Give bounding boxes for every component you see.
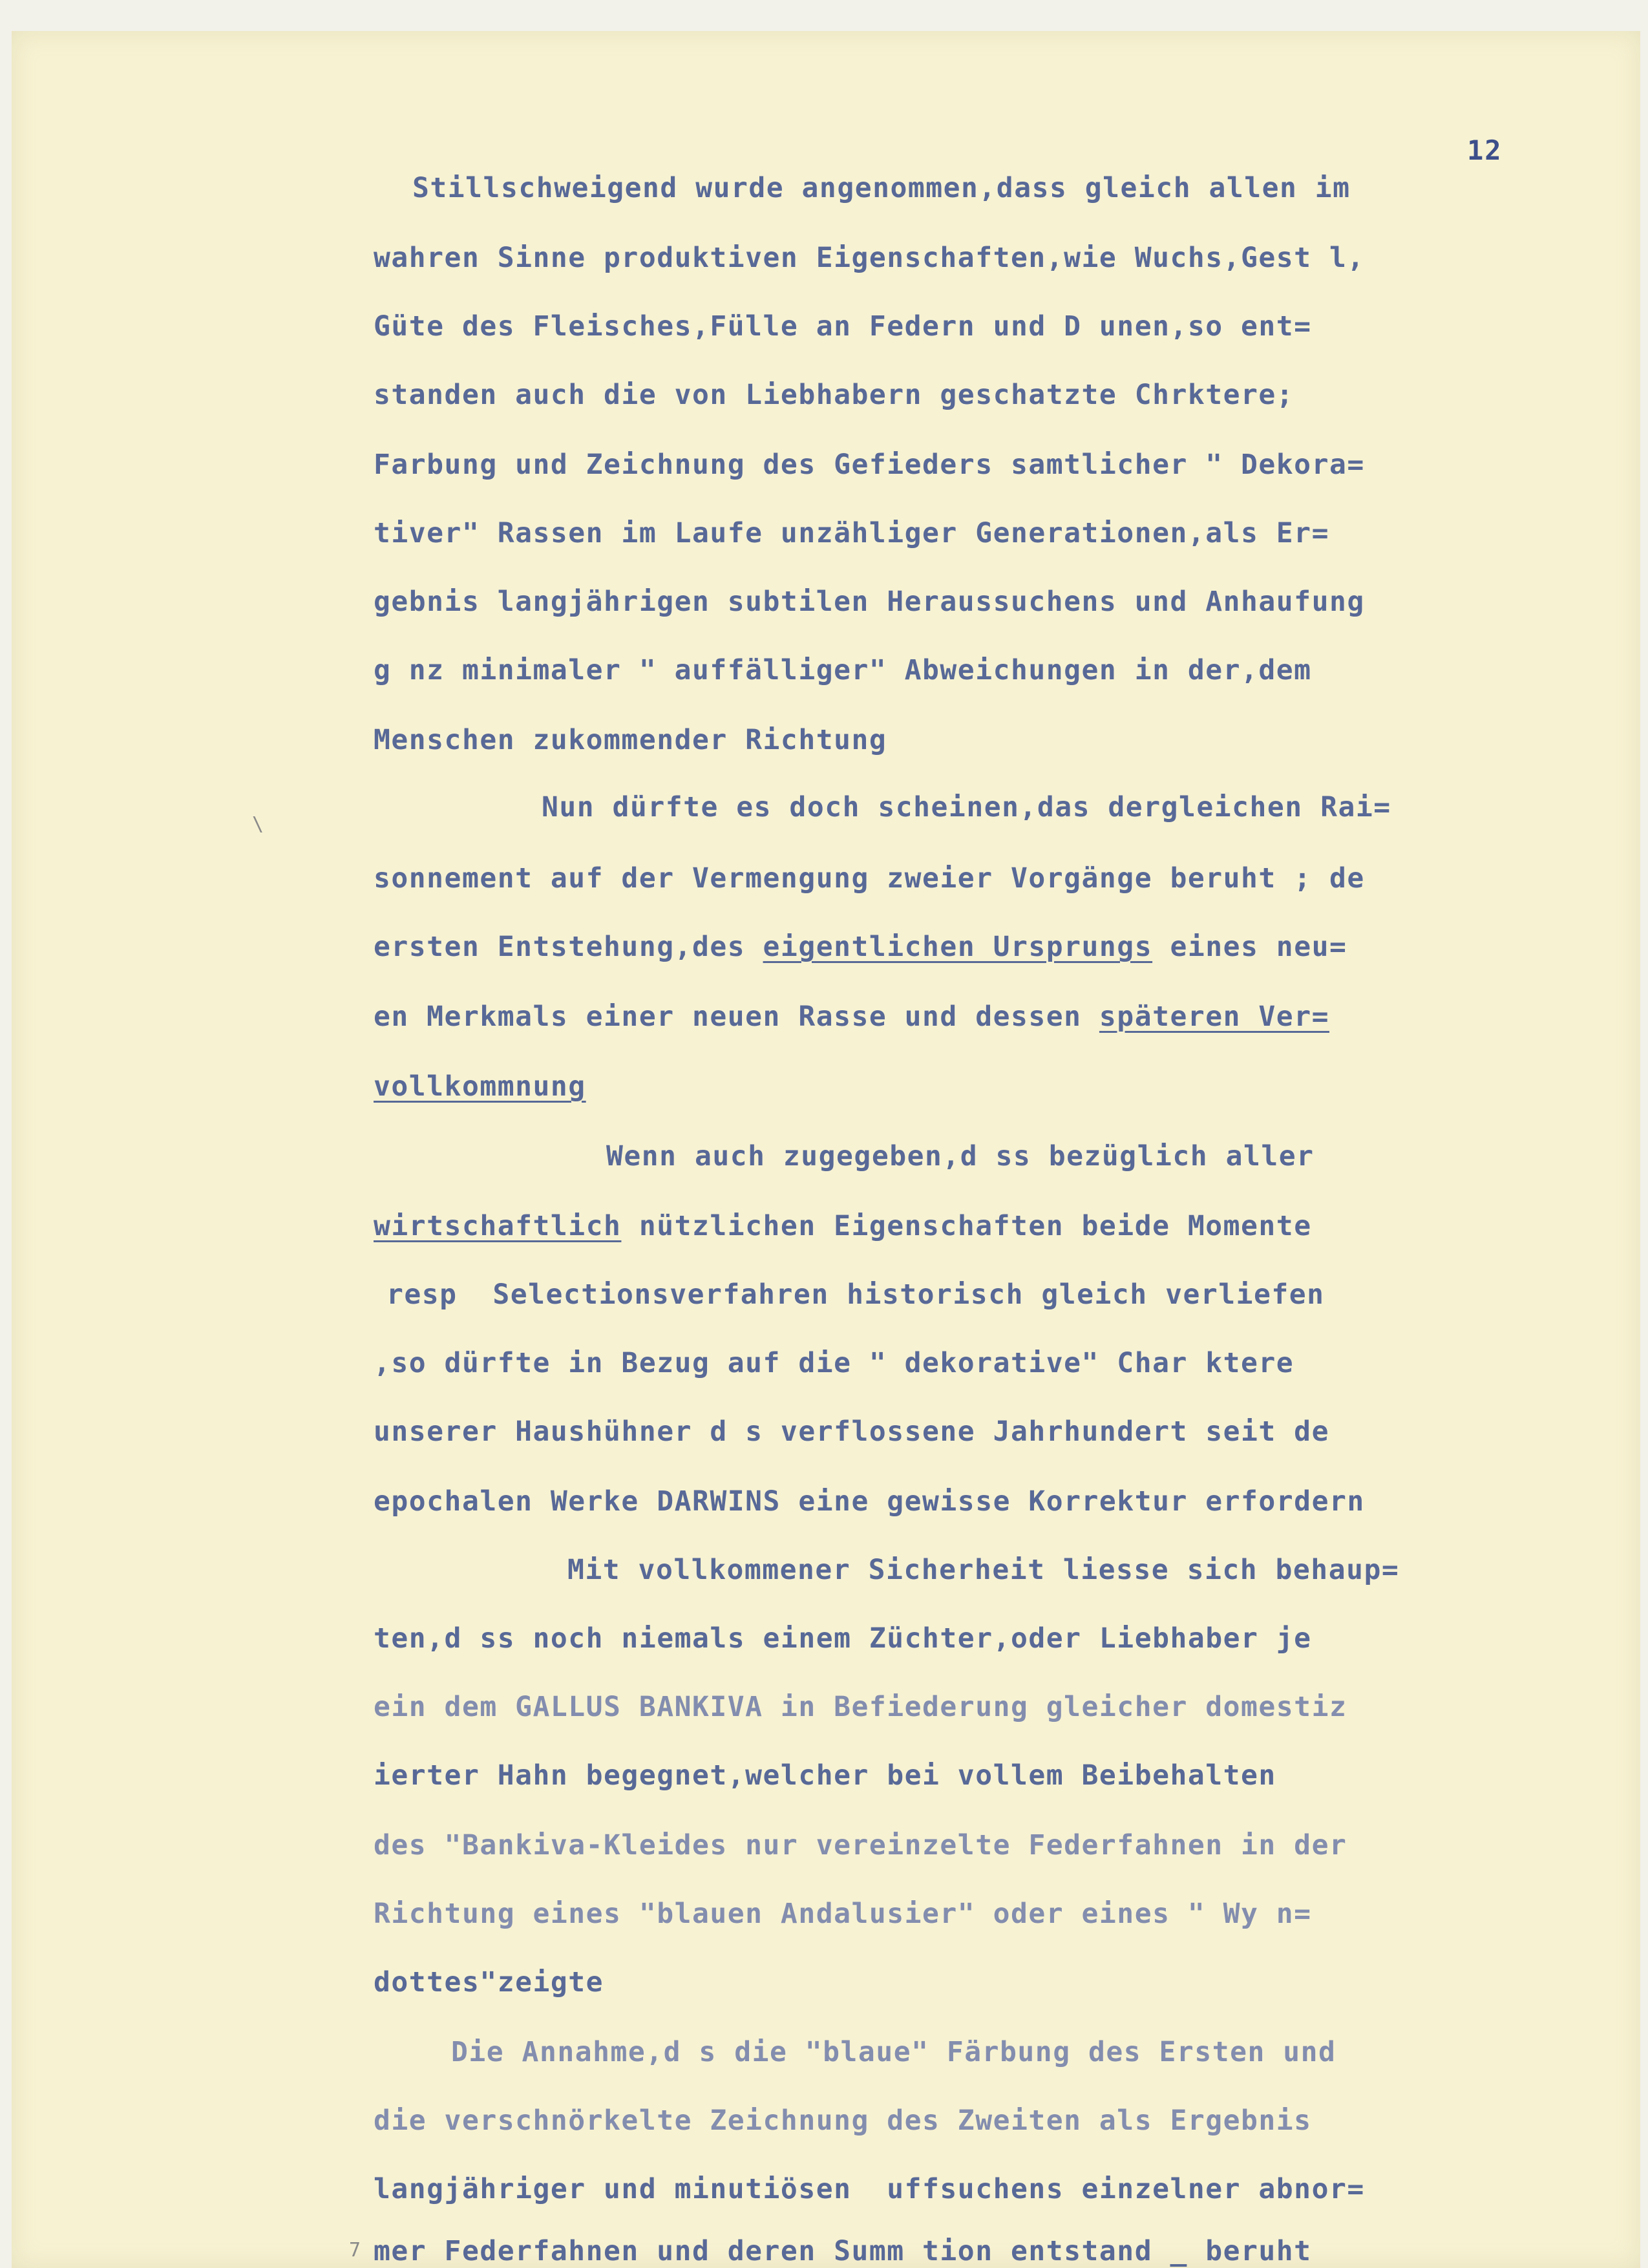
- text-line: Güte des Fleisches,Fülle an Federn und D unen,so ent=: [374, 310, 1312, 343]
- text-line: g nz minimaler " auffälliger" Abweichungen in der,dem: [374, 654, 1312, 686]
- text-line: langjähriger und minutiösen uffsuchens einzelner abnor=: [374, 2173, 1365, 2205]
- text-line: Mit vollkommener Sicherheit liesse sich behaup=: [567, 1554, 1400, 1586]
- margin-mark: 7: [349, 2239, 361, 2262]
- text-segment: nützlichen Eigenschaften beide Momente: [621, 1210, 1312, 1242]
- text-line: ierter Hahn begegnet,welcher bei vollem Beibehalten: [374, 1759, 1276, 1792]
- text-segment: ersten Entstehung,des: [374, 931, 763, 963]
- text-line: Die Annahme,d s die "blaue" Färbung des Ersten und: [451, 2036, 1336, 2068]
- text-line: unserer Haushühner d s verflossene Jahrhundert seit de: [374, 1415, 1329, 1448]
- text-segment: eines neu=: [1152, 931, 1347, 963]
- text-line: ein dem GALLUS BANKIVA in Befiederung gleicher domestiz: [374, 1691, 1347, 1723]
- page-number: 12: [1467, 134, 1503, 166]
- text-line: ,so dürfte in Bezug auf die " dekorative" Char ktere: [374, 1347, 1294, 1379]
- text-line: standen auch die von Liebhabern geschatzte Chrktere;: [374, 379, 1294, 411]
- text-line: Stillschweigend wurde angenommen,dass gleich allen im: [412, 172, 1351, 204]
- margin-mark: \: [252, 813, 264, 836]
- text-line: Wenn auch zugegeben,d ss bezüglich aller: [606, 1140, 1315, 1172]
- underlined-segment: wirtschaftlich: [374, 1210, 622, 1242]
- text-segment: en Merkmals einer neuen Rasse und dessen: [374, 1001, 1099, 1033]
- text-line: des "Bankiva-Kleides nur vereinzelte Federfahnen in der: [374, 1829, 1347, 1861]
- typewritten-page: [12, 31, 1640, 2268]
- text-line: epochalen Werke DARWINS eine gewisse Korrektur erfordern: [374, 1485, 1365, 1518]
- underlined-segment: eigentlichen Ursprungs: [763, 931, 1153, 963]
- text-line: wahren Sinne produktiven Eigenschaften,wie Wuchs,Gest l,: [374, 242, 1365, 274]
- text-line: tiver" Rassen im Laufe unzähliger Generationen,als Er=: [374, 517, 1329, 549]
- text-line: sonnement auf der Vermengung zweier Vorgänge beruht ; de: [374, 862, 1365, 895]
- text-line-with-underline: [374, 933, 1347, 961]
- text-line: mer Federfahnen und deren Summ tion entstand _ beruht: [374, 2235, 1312, 2267]
- text-line-with-underline: [374, 1210, 1312, 1242]
- text-line: resp Selectionsverfahren historisch gleich verliefen: [386, 1278, 1325, 1311]
- text-line: ten,d ss noch niemals einem Züchter,oder Liebhaber je: [374, 1622, 1312, 1655]
- text-line: Menschen zukommender Richtung: [374, 724, 887, 756]
- text-line: Richtung eines "blauen Andalusier" oder eines " Wy n=: [374, 1898, 1312, 1930]
- text-line: Farbung und Zeichnung des Gefieders samtlicher " Dekora=: [374, 449, 1365, 481]
- text-line: gebnis langjährigen subtilen Heraussuchens und Anhaufung: [374, 586, 1365, 618]
- text-line: Nun dürfte es doch scheinen,das dergleichen Rai=: [542, 791, 1391, 823]
- text-line-with-underline: [374, 1003, 1329, 1031]
- underlined-segment: vollkommnung: [374, 1070, 586, 1103]
- text-line: die verschnörkelte Zeichnung des Zweiten als Ergebnis: [374, 2104, 1312, 2137]
- text-line: dottes"zeigte: [374, 1966, 604, 1998]
- underlined-segment: späteren Ver=: [1099, 1001, 1329, 1033]
- text-line-underlined: [374, 1070, 586, 1103]
